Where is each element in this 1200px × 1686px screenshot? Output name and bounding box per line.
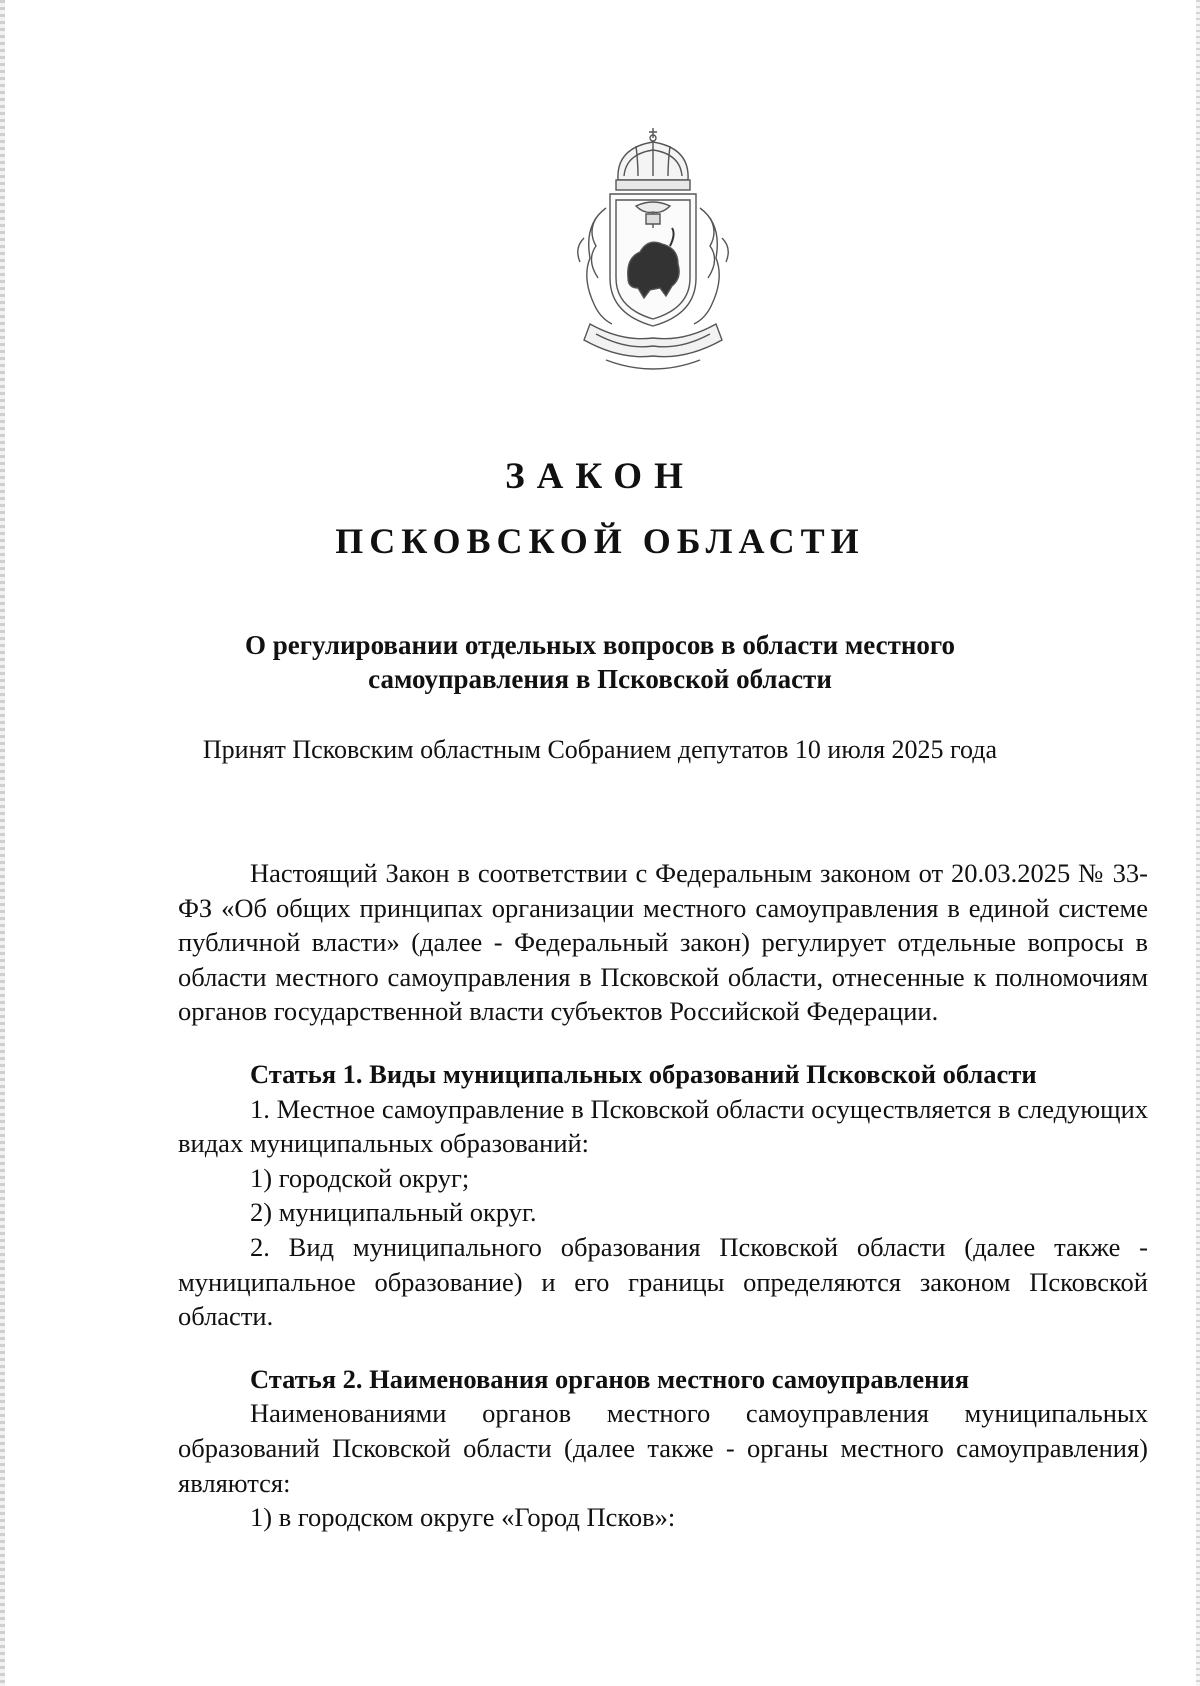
law-subject-line-1: О регулировании отдельных вопросов в области местного — [245, 630, 955, 660]
article-1-paragraph-2: 2. Вид муниципального образования Псковской области (далее также - муниципальное образование) и его границы определяются законом Псковской области. — [178, 1231, 1148, 1332]
scan-right-edge — [1196, 0, 1200, 1686]
document-region: ПСКОВСКОЙ ОБЛАСТИ — [335, 521, 865, 561]
article-1-paragraph-1: 1. Местное самоуправление в Псковской области осуществляется в следующих видах муниципальных образований: — [178, 1093, 1148, 1159]
law-subject-line-2: самоуправления в Псковской области — [368, 664, 832, 694]
article-1-item-2: 2) муниципальный округ. — [250, 1197, 537, 1228]
document-body — [178, 856, 1148, 1535]
article-1-item-1: 1) городской округ; — [250, 1162, 470, 1193]
article-1-heading: Статья 1. Виды муниципальных образований Псковской области — [250, 1058, 1037, 1089]
preamble-paragraph: Настоящий Закон в соответствии с Федеральным законом от 20.03.2025 № 33-ФЗ «Об общих принципах организации местного самоуправления в единой системе публичной власти» (далее - Федеральный закон) регулирует отдельные вопросы в области местного самоуправления в Псковской области, отнесенные к полномочиям органов государственной власти субъектов Российской Федерации. — [178, 858, 1148, 1027]
article-2-heading: Статья 2. Наименования органов местного самоуправления — [250, 1363, 970, 1394]
adoption-note: Принят Псковским областным Собранием депутатов 10 июля 2025 года — [202, 735, 998, 764]
law-subject — [0, 628, 1200, 696]
coat-of-arms-emblem — [566, 128, 740, 376]
article-2-paragraph-1: Наименованиями органов местного самоуправления муниципальных образований Псковской области (далее также - органы местного самоуправления) являются: — [178, 1398, 1148, 1498]
scan-left-edge — [0, 0, 5, 1686]
document-title: ЗАКОН — [505, 456, 695, 497]
article-2-item-1: 1) в городском округе «Город Псков»: — [250, 1502, 676, 1533]
